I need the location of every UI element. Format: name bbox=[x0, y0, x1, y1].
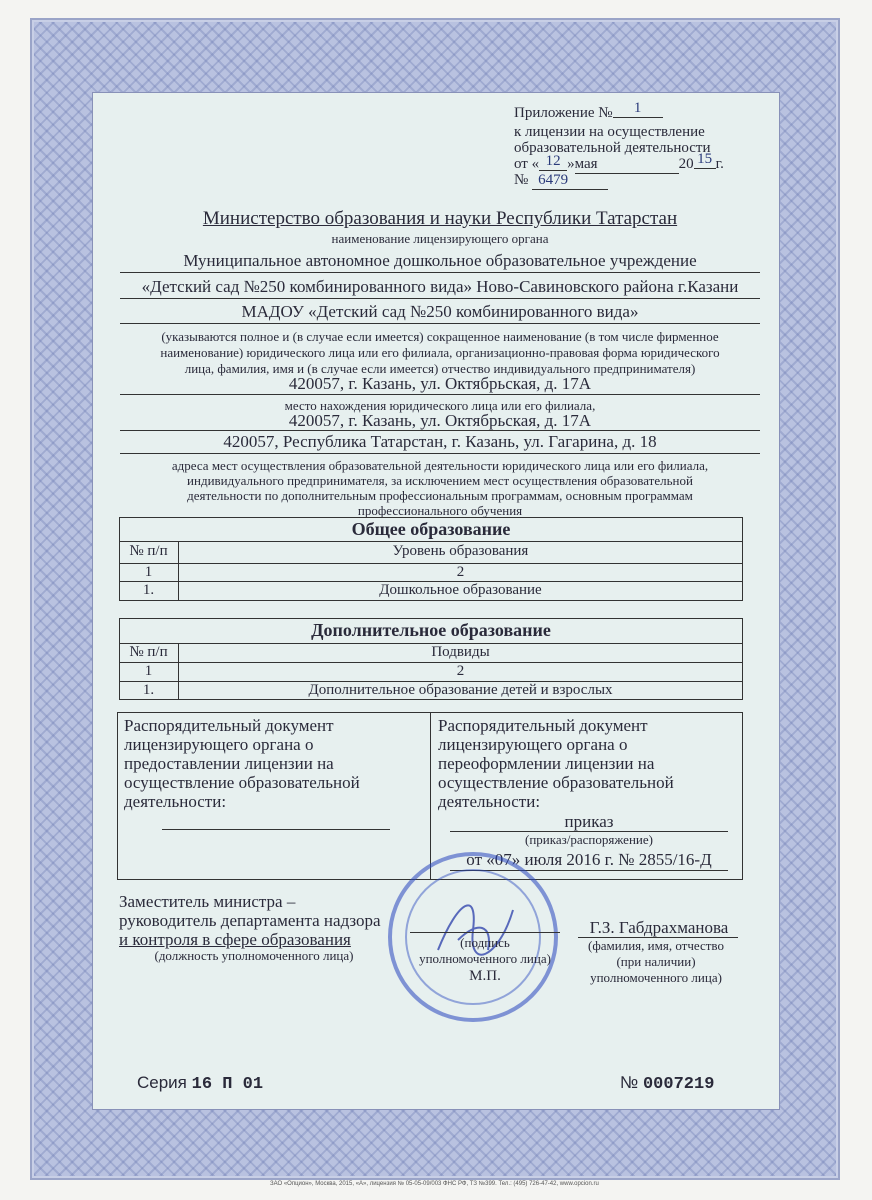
annex-day: 12 bbox=[539, 153, 567, 171]
signatory-name: Г.З. Габдрахманова bbox=[589, 918, 729, 937]
annex-date: от « 12 »мая 20 15 г. bbox=[514, 151, 724, 172]
rule bbox=[120, 323, 760, 324]
rule bbox=[120, 272, 760, 273]
annex-month: мая bbox=[575, 156, 679, 174]
series: Серия 16 П 01 bbox=[137, 1073, 264, 1094]
grant-blank-line bbox=[162, 829, 390, 830]
row-number: 1. bbox=[142, 582, 155, 598]
rule bbox=[120, 394, 760, 395]
annex-line2: к лицензии на осуществление bbox=[514, 124, 705, 140]
activity-address-2: 420057, Республика Татарстан, г. Казань, ул. Гагарина, д. 18 bbox=[223, 432, 657, 451]
activity-caption-line4: профессионального обучения bbox=[357, 503, 523, 518]
rule bbox=[119, 541, 743, 542]
additional-education-title: Дополнительное образование bbox=[311, 620, 551, 640]
printer-info: ЗАО «Опцион», Москва, 2015, «А», лицензия № 05-05-09/003 ФНС РФ, ТЗ №399. Тел.: (495) 726-47-42, www.opcion.ru bbox=[270, 1181, 599, 1187]
row-value: Дополнительное образование детей и взрослых bbox=[308, 682, 613, 698]
activity-caption-line3: деятельности по дополнительным профессиональным программам, основным программам bbox=[187, 488, 693, 503]
stamp-place: М.П. bbox=[469, 968, 501, 984]
form-number-value: 0007219 bbox=[642, 1075, 715, 1094]
rule bbox=[120, 453, 760, 454]
col-index-1: 1 bbox=[144, 564, 153, 580]
doc-order: от «07» июля 2016 г. № 2855/16-Д bbox=[466, 850, 712, 869]
signature-caption-2: уполномоченного лица) bbox=[419, 951, 551, 966]
name-caption-2: (при наличии) bbox=[616, 954, 696, 969]
doc-grant-text: Распорядительный документ лицензирующего органа о предоставлении лицензии на осуществление образовательной деятельности: bbox=[124, 716, 360, 811]
org-full-name-line2: «Детский сад №250 комбинированного вида» Ново-Савиновского района г.Казани bbox=[141, 277, 739, 296]
org-short-name: МАДОУ «Детский сад №250 комбинированного вида» bbox=[241, 302, 639, 321]
column-divider bbox=[430, 712, 431, 880]
col-header-subtypes: Подвиды bbox=[431, 644, 490, 660]
doc-type-caption: (приказ/распоряжение) bbox=[525, 832, 653, 847]
form-number: № 0007219 bbox=[620, 1073, 715, 1094]
authority-caption: наименование лицензирующего органа bbox=[331, 231, 549, 246]
annex-number: 1 bbox=[613, 100, 663, 118]
row-number: 1. bbox=[142, 682, 155, 698]
signature-caption-1: (подпись bbox=[460, 935, 510, 950]
doc-type: приказ bbox=[564, 812, 614, 831]
activity-caption-line1: адреса мест осуществления образовательной деятельности юридического лица или его филиала, bbox=[171, 458, 709, 473]
col-header-level: Уровень образования bbox=[392, 543, 529, 559]
annex-year: 15 bbox=[694, 151, 716, 169]
org-caption-line3: лица, фамилия, имя и (в случае если имеется) отчество индивидуального предпринимателя) bbox=[184, 361, 696, 376]
rule bbox=[120, 298, 760, 299]
annex-title: Приложение № 1 bbox=[514, 105, 663, 123]
annex-line3: образовательной деятельности bbox=[514, 140, 711, 156]
org-full-name-line1: Муниципальное автономное дошкольное образовательное учреждение bbox=[183, 251, 697, 270]
legal-address: 420057, г. Казань, ул. Октябрьская, д. 17А bbox=[288, 374, 592, 393]
name-caption-3: уполномоченного лица) bbox=[590, 970, 722, 985]
row-value: Дошкольное образование bbox=[379, 582, 542, 598]
activity-caption-line2: индивидуального предпринимателя, за исключением мест осуществления образовательной bbox=[187, 473, 693, 488]
general-education-title: Общее образование bbox=[351, 519, 511, 539]
series-value: 16 П 01 bbox=[191, 1075, 264, 1094]
col-index-2: 2 bbox=[456, 564, 465, 580]
rule bbox=[120, 430, 760, 431]
signature-line bbox=[410, 932, 560, 933]
activity-address-1: 420057, г. Казань, ул. Октябрьская, д. 17А bbox=[288, 411, 592, 430]
org-caption-line1: (указываются полное и (в случае если имеется) сокращенное наименование (в том числе фирменное bbox=[161, 329, 719, 344]
annex-license-number: № 6479 bbox=[514, 172, 608, 190]
col-header-number: № п/п bbox=[129, 644, 168, 660]
doc-reissue-text: Распорядительный документ лицензирующего органа о переоформлении лицензии на осуществление образовательной деятельности: bbox=[438, 716, 674, 811]
signatory-position-caption: (должность уполномоченного лица) bbox=[154, 948, 354, 963]
name-caption-1: (фамилия, имя, отчество bbox=[588, 938, 724, 953]
authority-name: Министерство образования и науки Республики Татарстан bbox=[202, 208, 678, 229]
signatory-position: Заместитель министра – руководитель департамента надзора и контроля в сфере образования bbox=[119, 892, 381, 949]
col-index-1: 1 bbox=[144, 663, 153, 679]
org-caption-line2: наименование) юридического лица или его филиала, организационно-правовая форма юридического bbox=[160, 345, 720, 360]
col-header-number: № п/п bbox=[129, 543, 168, 559]
legal-address-caption: место нахождения юридического лица или его филиала, bbox=[284, 398, 596, 413]
col-index-2: 2 bbox=[456, 663, 465, 679]
